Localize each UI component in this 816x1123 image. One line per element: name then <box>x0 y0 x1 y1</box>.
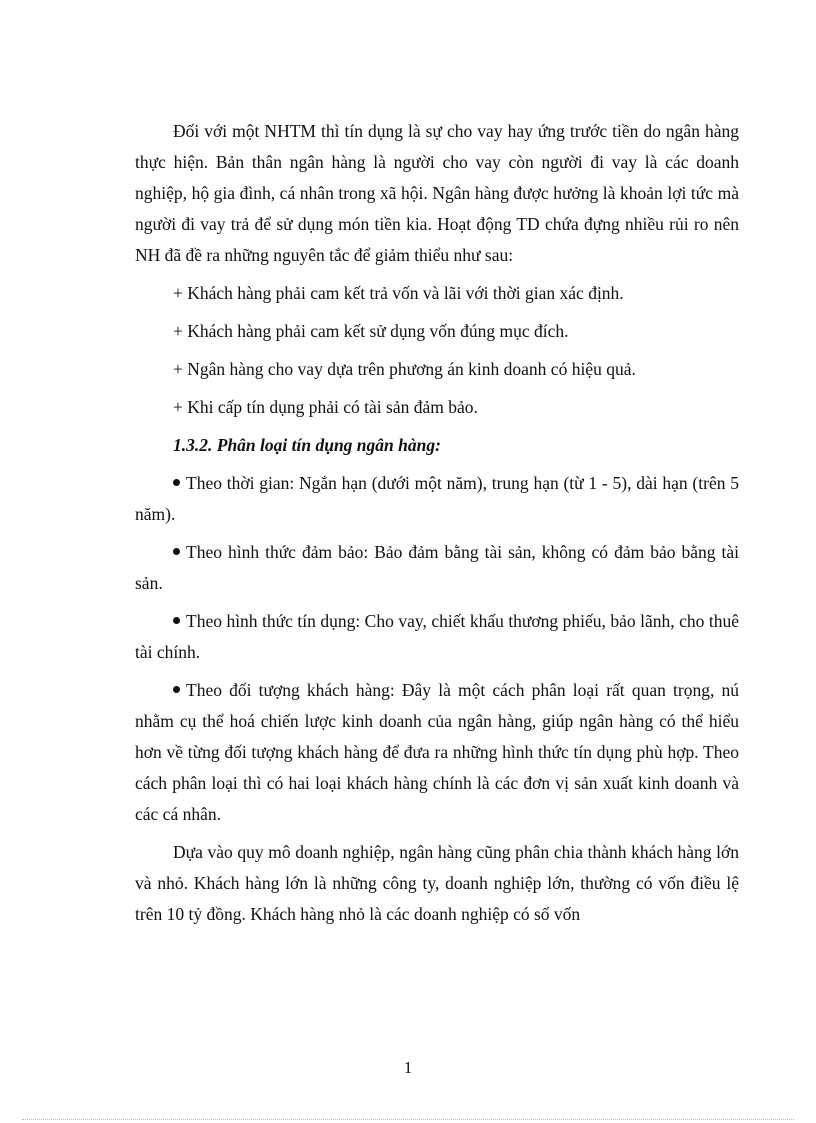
principle-item: + Ngân hàng cho vay dựa trên phương án kinh doanh có hiệu quả. <box>173 359 636 379</box>
principle-item: + Khách hàng phải cam kết sử dụng vốn đúng mục đích. <box>173 321 569 341</box>
section-heading: 1.3.2. Phân loại tín dụng ngân hàng: <box>173 435 441 455</box>
classification-item <box>135 468 739 530</box>
classification-item <box>135 606 739 668</box>
bullet-icon <box>173 617 180 624</box>
classification-text: Theo thời gian: Ngắn hạn (dưới một năm), trung hạn (từ 1 - 5), dài hạn (trên 5 năm). <box>135 473 739 524</box>
closing-paragraph: Dựa vào quy mô doanh nghiệp, ngân hàng cũng phân chia thành khách hàng lớn và nhỏ. Khách hàng lớn là những công ty, doanh nghiệp lớn, thường có vốn điều lệ trên 10 tỷ đồng. Khách hàng nhỏ là các doanh nghiệp có số vốn <box>135 842 739 924</box>
document-body <box>135 116 739 937</box>
bullet-icon <box>173 686 180 693</box>
classification-item <box>135 675 739 830</box>
footer-divider <box>22 1119 794 1120</box>
intro-paragraph: Đối với một NHTM thì tín dụng là sự cho vay hay ứng trước tiền do ngân hàng thực hiện. Bản thân ngân hàng là người cho vay còn người đi vay là các doanh nghiệp, hộ gia đình, cá nhân trong xã hội. Ngân hàng được hưởng là khoản lợi tức mà người đi vay trả để sử dụng món tiền kia. Hoạt động TD chứa đựng nhiều rủi ro nên NH đã đề ra những nguyên tắc để giảm thiểu như sau: <box>135 121 739 265</box>
classification-item <box>135 537 739 599</box>
classification-text: Theo hình thức tín dụng: Cho vay, chiết khấu thương phiếu, bảo lãnh, cho thuê tài chính. <box>135 611 739 662</box>
classification-text: Theo đối tượng khách hàng: Đây là một cách phân loại rất quan trọng, nú nhằm cụ thể hoá chiến lược kinh doanh của ngân hàng, giúp ngân hàng có thể hiểu hơn về từng đối tượng khách hàng để đưa ra những hình thức tín dụng phù hợp. Theo cách phân loại thì có hai loại khách hàng chính là các đơn vị sản xuất kinh doanh và các cá nhân. <box>135 680 739 824</box>
classification-text: Theo hình thức đảm bảo: Bảo đảm bằng tài sản, không có đảm bảo bằng tài sản. <box>135 542 739 593</box>
bullet-icon <box>173 479 180 486</box>
bullet-icon <box>173 548 180 555</box>
principle-item: + Khách hàng phải cam kết trả vốn và lãi với thời gian xác định. <box>173 283 624 303</box>
principle-item: + Khi cấp tín dụng phải có tài sản đảm bảo. <box>173 397 478 417</box>
page-number: 1 <box>403 1058 413 1077</box>
